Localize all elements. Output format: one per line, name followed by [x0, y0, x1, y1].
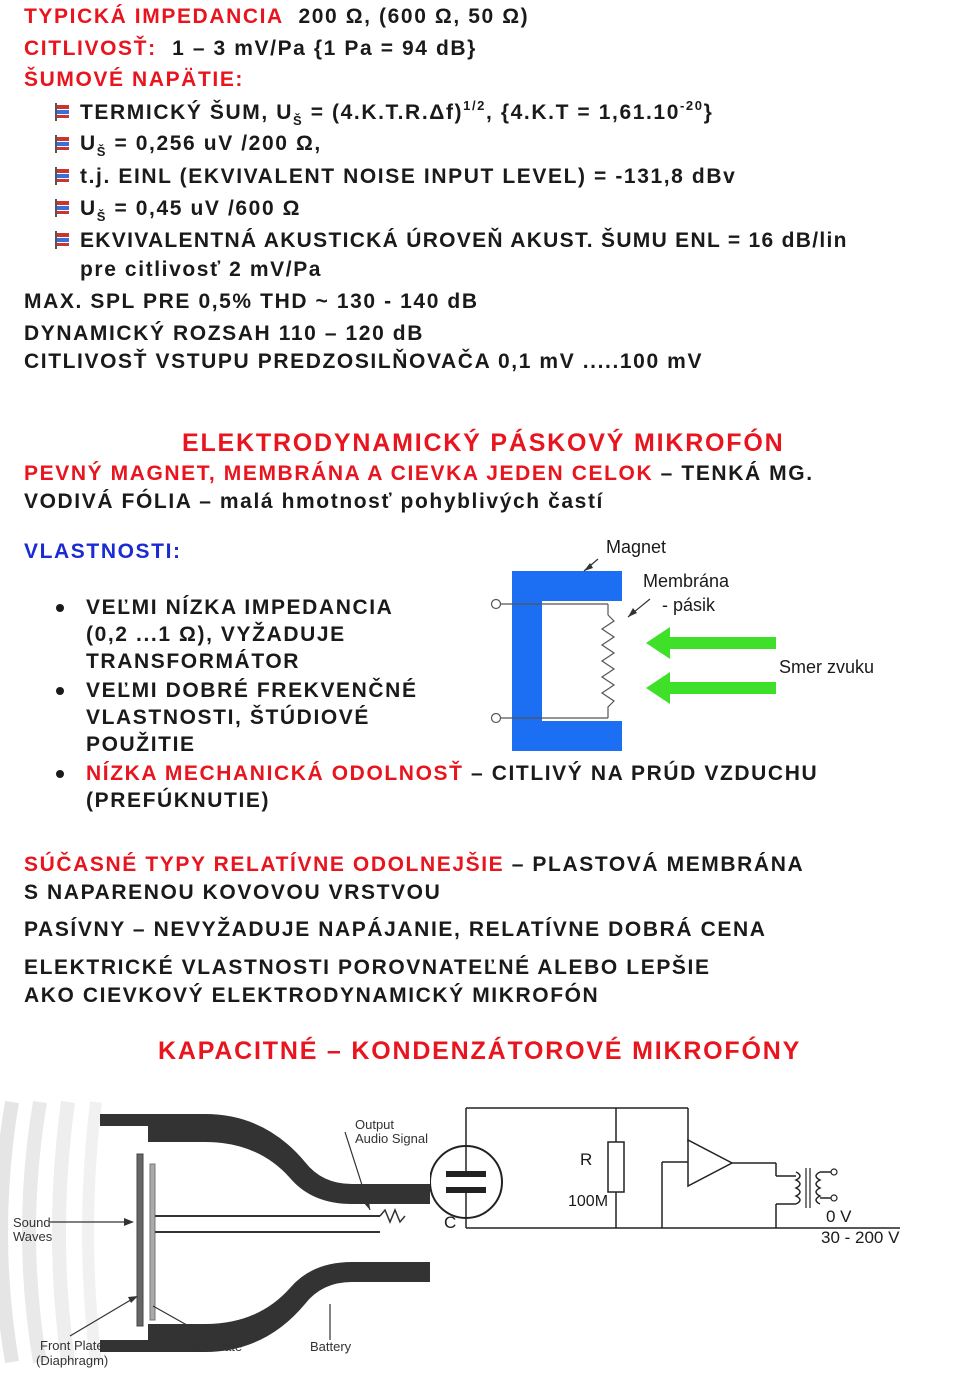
bullet-enl-line2: pre citlivosť 2 mV/Pa — [80, 258, 323, 281]
impedance-line: TYPICKÁ IMPEDANCIA 200 Ω, (600 Ω, 50 Ω) — [24, 5, 530, 28]
zero-volt-label: 0 V — [826, 1207, 852, 1226]
prop3-line1: NÍZKA MECHANICKÁ ODOLNOSŤ – CITLIVÝ NA PRÚD VZDUCHU — [86, 762, 819, 785]
ribbon-line2: VODIVÁ FÓLIA – malá hmotnosť pohyblivých častí — [24, 490, 604, 513]
transformer-icon — [796, 1172, 800, 1204]
ribbon-title: ELEKTRODYNAMICKÝ PÁSKOVÝ MIKROFÓN — [182, 429, 785, 457]
front-plate-label: Front Plate — [40, 1338, 104, 1353]
preamp-sensitivity-line: CITLIVOSŤ VSTUPU PREDZOSILŇOVAČA 0,1 mV .....100 mV — [24, 350, 704, 373]
prop1-line1: VEĽMI NÍZKA IMPEDANCIA — [86, 596, 394, 619]
prop2-line2: VLASTNOSTI, ŠTÚDIOVÉ — [86, 706, 371, 729]
output-label: Output — [355, 1117, 395, 1132]
bullet-us-200: $U_Š = 0,256$ uV /200 Ω, — [80, 132, 322, 159]
flag-bullet-icon — [53, 103, 71, 121]
terminal-icon — [492, 714, 501, 723]
bullet-enl: EKVIVALENTNÁ AKUSTICKÁ ÚROVEŇ AKUST. ŠUMU ENL = 16 dB/lin — [80, 229, 848, 252]
bullet-thermal-noise: TERMICKÝ ŠUM, $U_Š = (4.K.T.R.\Delta f)^{1/2}$, $\{4.K.T = 1,61.10^{-20}\}$ — [80, 98, 714, 128]
sound-waves-label: Sound — [13, 1215, 51, 1230]
bullet-us-600: $U_Š = 0,45$ uV /600 Ω — [80, 197, 302, 224]
prop2-line1: VEĽMI DOBRÉ FREKVENČNÉ — [86, 679, 418, 702]
bullet-dot — [56, 687, 64, 695]
prop1-line2: (0,2 ...1 Ω), VYŽADUJE — [86, 623, 346, 646]
flag-bullet-icon — [53, 231, 71, 249]
resistor-value-label: 100M — [568, 1193, 609, 1210]
amplifier-icon — [688, 1140, 732, 1186]
prop1-line3: TRANSFORMÁTOR — [86, 650, 301, 673]
diaphragm — [137, 1154, 143, 1326]
prop3-line2: (PREFÚKNUTIE) — [86, 789, 271, 812]
capacitor-label: C — [444, 1213, 457, 1232]
flag-bullet-icon — [53, 199, 71, 217]
passive-line: PASÍVNY – NEVYŽADUJE NAPÁJANIE, RELATÍVNE DOBRÁ CENA — [24, 918, 767, 941]
bullet-dot — [56, 770, 64, 778]
condenser-title: KAPACITNÉ – KONDENZÁTOROVÉ MIKROFÓNY — [158, 1037, 802, 1065]
resistor-r-icon — [608, 1142, 624, 1192]
resistor-icon — [380, 1210, 405, 1222]
battery-label: Battery — [310, 1339, 352, 1354]
magnet-shape — [512, 571, 622, 751]
properties-heading: VLASTNOSTI: — [24, 540, 182, 563]
back-plate — [150, 1164, 155, 1320]
ribbon-line1: PEVNÝ MAGNET, MEMBRÁNA A CIEVKA JEDEN CELOK – TENKÁ MG. — [24, 462, 814, 485]
flag-bullet-icon — [53, 167, 71, 185]
sensitivity-line: CITLIVOSŤ: 1 – 3 mV/Pa {1 Pa = 94 dB} — [24, 37, 477, 60]
back-plate-label: Back Plate — [180, 1339, 243, 1354]
terminal-icon — [492, 600, 501, 609]
membrane-label: Membrána — [643, 571, 730, 591]
prop2-line3: POUŽITIE — [86, 733, 196, 756]
max-spl-line: MAX. SPL PRE 0,5% THD ~ 130 - 140 dB — [24, 290, 479, 313]
flag-bullet-icon — [53, 135, 71, 153]
sound-waves-label-2: Waves — [13, 1229, 53, 1244]
magnet-label: Magnet — [606, 537, 667, 557]
front-plate-label-2: (Diaphragm) — [36, 1353, 109, 1368]
electrical-line1: ELEKTRICKÉ VLASTNOSTI POROVNATEĽNÉ ALEBO LEPŠIE — [24, 956, 711, 979]
dynamic-range-line: DYNAMICKÝ ROZSAH 110 – 120 dB — [24, 322, 424, 345]
bullet-dot — [56, 604, 64, 612]
membrane-label-2: - pásik — [662, 595, 716, 615]
noise-heading: ŠUMOVÉ NAPÄTIE: — [24, 68, 245, 91]
ribbon-membrane — [602, 615, 614, 718]
modern-types-line: SÚČASNÉ TYPY RELATÍVNE ODOLNEJŠIE – PLASTOVÁ MEMBRÁNA — [24, 853, 805, 876]
bullet-einl: t.j. EINL (EKVIVALENT NOISE INPUT LEVEL) = -131,8 dBv — [80, 165, 737, 188]
output-label-2: Audio Signal — [355, 1131, 428, 1146]
modern-types-line2: S NAPARENOU KOVOVOU VRSTVOU — [24, 881, 442, 904]
voltage-range-label: 30 - 200 V — [821, 1228, 900, 1247]
electrical-line2: AKO CIEVKOVÝ ELEKTRODYNAMICKÝ MIKROFÓN — [24, 984, 600, 1007]
sound-direction-label: Smer zvuku — [779, 657, 875, 677]
resistor-label: R — [580, 1150, 593, 1169]
